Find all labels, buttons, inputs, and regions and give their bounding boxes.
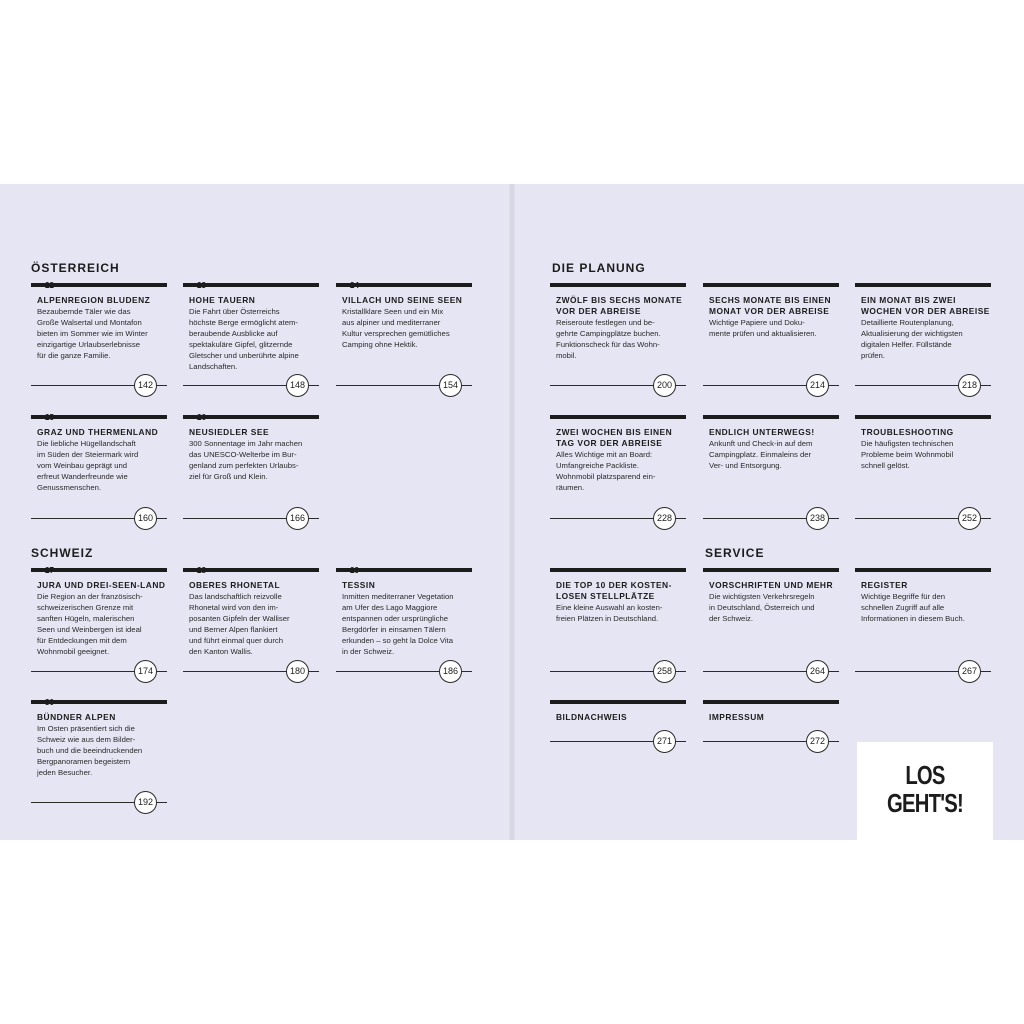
- entry-title: REGISTER: [861, 580, 908, 590]
- entry-title: ALPENREGION BLUDENZ: [37, 295, 151, 305]
- page-number: 180: [286, 660, 309, 683]
- page-number: 142: [134, 374, 157, 397]
- entry-description: Die wichtigsten Verkehrsregeln in Deutschland, Österreich und der Schweiz.: [709, 592, 815, 623]
- chapter-number: 29: [350, 566, 359, 575]
- entry-description: Die häufigsten technischen Probleme beim Wohnmobil schnell gelöst.: [861, 439, 954, 470]
- page-number: 218: [958, 374, 981, 397]
- entry-title: BÜNDNER ALPEN: [37, 712, 116, 722]
- entry-title: HOHE TAUERN: [189, 295, 256, 305]
- entry-description: Die Fahrt über Österreichs höchste Berge ermöglicht atem- beraubende Ausblicke auf spektakuläre Gipfel, glitzernde Gletscher und unberührte alpine Landschaften.: [189, 307, 299, 371]
- page-reference[interactable]: [550, 374, 686, 396]
- page-number: 271: [653, 730, 676, 753]
- chapter-number: 30: [45, 698, 54, 707]
- page-reference[interactable]: [703, 730, 839, 752]
- entry-description: Die liebliche Hügellandschaft im Süden der Steiermark wird vom Weinbau geprägt und erfreut Wanderfreunde wie Genussmenschen.: [37, 439, 139, 492]
- entry-description: Kristallklare Seen und ein Mix aus alpiner und mediterraner Kultur versprechen gemütliches Camping ohne Hektik.: [342, 307, 450, 349]
- page-reference[interactable]: [550, 730, 686, 752]
- page-reference[interactable]: [336, 374, 472, 396]
- entry-title: NEUSIEDLER SEE: [189, 427, 270, 437]
- toc-entry-jura[interactable]: [31, 568, 167, 698]
- page-number: 272: [806, 730, 829, 753]
- page-reference[interactable]: [31, 791, 167, 813]
- callout-line-1: LOS: [905, 760, 945, 790]
- entry-title: ZWEI WOCHEN BIS EINEN TAG VOR DER ABREISE: [556, 427, 673, 448]
- page-reference[interactable]: [550, 660, 686, 682]
- page-number: 252: [958, 507, 981, 530]
- toc-entry-sechs-monate-bis-einen-monat[interactable]: [703, 283, 839, 413]
- entry-title: JURA UND DREI-SEEN-LAND: [37, 580, 166, 590]
- chapter-number: 25: [45, 413, 54, 422]
- entry-title: TROUBLESHOOTING: [861, 427, 954, 437]
- toc-entry-zwei-wochen-bis-einen-tag[interactable]: [550, 415, 686, 545]
- toc-entry-impressum[interactable]: [703, 700, 839, 760]
- entry-description: Inmitten mediterraner Vegetation am Ufer des Lago Maggiore entspannen oder ursprüngliche Bergdörfer in einsamen Tälern erkunden – so geht la Dolce Vita in der Schweiz.: [342, 592, 454, 656]
- page-reference[interactable]: [855, 507, 991, 529]
- toc-entry-vorschriften[interactable]: [703, 568, 839, 698]
- entry-description: Die Region an der französisch- schweizerischen Grenze mit sanften Hügeln, malerischen Seen und Weinbergen ist ideal für Entdeckungen mit dem Wohnmobil geeignet.: [37, 592, 143, 656]
- callout-line-2: GEHT'S!: [887, 788, 963, 818]
- page-number: 192: [134, 791, 157, 814]
- entry-description: Detaillierte Routenplanung, Aktualisierung der wichtigsten digitalen Helfer. Füllstände prüfen.: [861, 318, 963, 360]
- page-number: 166: [286, 507, 309, 530]
- entry-title: IMPRESSUM: [709, 712, 765, 722]
- toc-entry-oberes-rhonetal[interactable]: [183, 568, 319, 698]
- entry-title: OBERES RHONETAL: [189, 580, 281, 590]
- page-reference[interactable]: [183, 374, 319, 396]
- page-number: 238: [806, 507, 829, 530]
- entry-title: DIE TOP 10 DER KOSTEN- LOSEN STELLPLÄTZE: [556, 580, 672, 601]
- entry-description: Bezaubernde Täler wie das Große Walsertal und Montafon bieten im Sommer wie im Winter einzigartige Urlaubserlebnisse für die ganze Familie.: [37, 307, 148, 360]
- entry-description: Ankunft und Check-in auf dem Campingplatz. Einmaleins der Ver- und Entsorgung.: [709, 439, 813, 470]
- entry-title: TESSIN: [342, 580, 376, 590]
- toc-entry-register[interactable]: [855, 568, 991, 698]
- entry-title: ZWÖLF BIS SECHS MONATE VOR DER ABREISE: [556, 295, 683, 316]
- page-number: 148: [286, 374, 309, 397]
- chapter-number: 26: [197, 413, 206, 422]
- chapter-number: 27: [45, 566, 54, 575]
- page-gutter: [509, 184, 515, 840]
- entry-description: Im Osten präsentiert sich die Schweiz wie aus dem Bilder- buch und die beeindruckenden Bergpanoramen begeistern jeden Besucher.: [37, 724, 143, 777]
- chapter-number: 28: [197, 566, 206, 575]
- toc-entry-top-10-stellplaetze[interactable]: [550, 568, 686, 698]
- entry-title: GRAZ UND THERMENLAND: [37, 427, 159, 437]
- page-number: 258: [653, 660, 676, 683]
- page-reference[interactable]: [855, 660, 991, 682]
- page-reference[interactable]: [703, 374, 839, 396]
- section-heading-planung: DIE PLANUNG: [552, 261, 646, 275]
- entry-title: VORSCHRIFTEN UND MEHR: [709, 580, 834, 590]
- toc-entry-zwoelf-bis-sechs-monate[interactable]: [550, 283, 686, 413]
- section-heading-schweiz: SCHWEIZ: [31, 546, 94, 560]
- page-reference[interactable]: [31, 507, 167, 529]
- toc-entry-graz[interactable]: [31, 415, 167, 545]
- chapter-number: 22: [45, 281, 54, 290]
- page-reference[interactable]: [703, 660, 839, 682]
- los-gehts-callout: [857, 742, 993, 840]
- entry-description: Wichtige Papiere und Doku- mente prüfen und aktualisieren.: [709, 318, 817, 338]
- entry-title: ENDLICH UNTERWEGS!: [709, 427, 815, 437]
- toc-entry-endlich-unterwegs[interactable]: [703, 415, 839, 545]
- page-reference[interactable]: [855, 374, 991, 396]
- page-number: 160: [134, 507, 157, 530]
- page-reference[interactable]: [703, 507, 839, 529]
- entry-description: Wichtige Begriffe für den schnellen Zugriff auf alle Informationen in diesem Buch.: [861, 592, 965, 623]
- toc-entry-hohe-tauern[interactable]: [183, 283, 319, 413]
- page-number: 154: [439, 374, 462, 397]
- entry-title: SECHS MONATE BIS EINEN MONAT VOR DER ABREISE: [709, 295, 832, 316]
- toc-entry-buendner-alpen[interactable]: [31, 700, 167, 830]
- page-number: 174: [134, 660, 157, 683]
- entry-description: Das landschaftlich reizvolle Rhonetal wird von den im- posanten Gipfeln der Walliser und Berner Alpen flankiert und führt einmal quer durch den Kanton Wallis.: [189, 592, 290, 656]
- toc-entry-ein-monat-bis-zwei-wochen[interactable]: [855, 283, 991, 413]
- chapter-number: 24: [350, 281, 359, 290]
- section-heading-service: SERVICE: [705, 546, 765, 560]
- page-number: 200: [653, 374, 676, 397]
- toc-entry-neusiedler-see[interactable]: [183, 415, 319, 545]
- page-reference[interactable]: [550, 507, 686, 529]
- page-number: 214: [806, 374, 829, 397]
- page-reference[interactable]: [183, 507, 319, 529]
- chapter-number: 23: [197, 281, 206, 290]
- entry-description: Alles Wichtige mit an Board: Umfangreiche Packliste. Wohnmobil platzsparend ein- räumen.: [556, 450, 656, 492]
- page-number: 228: [653, 507, 676, 530]
- page-reference[interactable]: [31, 374, 167, 396]
- toc-entry-bildnachweis[interactable]: [550, 700, 686, 760]
- entry-description: 300 Sonnentage im Jahr machen das UNESCO-Welterbe im Bur- genland zum perfekten Urlaubs- ziel für Groß und Klein.: [189, 439, 303, 481]
- page-reference[interactable]: [31, 660, 167, 682]
- page-number: 186: [439, 660, 462, 683]
- toc-entry-villach[interactable]: [336, 283, 472, 413]
- entry-title: EIN MONAT BIS ZWEI WOCHEN VOR DER ABREISE: [861, 295, 990, 316]
- entry-description: Eine kleine Auswahl an kosten- freien Plätzen in Deutschland.: [556, 603, 663, 623]
- section-heading-oesterreich: ÖSTERREICH: [31, 261, 120, 275]
- page-number: 267: [958, 660, 981, 683]
- entry-description: Reiseroute festlegen und be- gehrte Campingplätze buchen. Funktionscheck für das Wohn- mobil.: [556, 318, 661, 360]
- entry-title: BILDNACHWEIS: [556, 712, 628, 722]
- page-reference[interactable]: [183, 660, 319, 682]
- toc-entry-tessin[interactable]: [336, 568, 472, 698]
- toc-entry-troubleshooting[interactable]: [855, 415, 991, 545]
- toc-entry-alpenregion-bludenz[interactable]: [31, 283, 167, 413]
- page-reference[interactable]: [336, 660, 472, 682]
- page-number: 264: [806, 660, 829, 683]
- entry-title: VILLACH UND SEINE SEEN: [342, 295, 463, 305]
